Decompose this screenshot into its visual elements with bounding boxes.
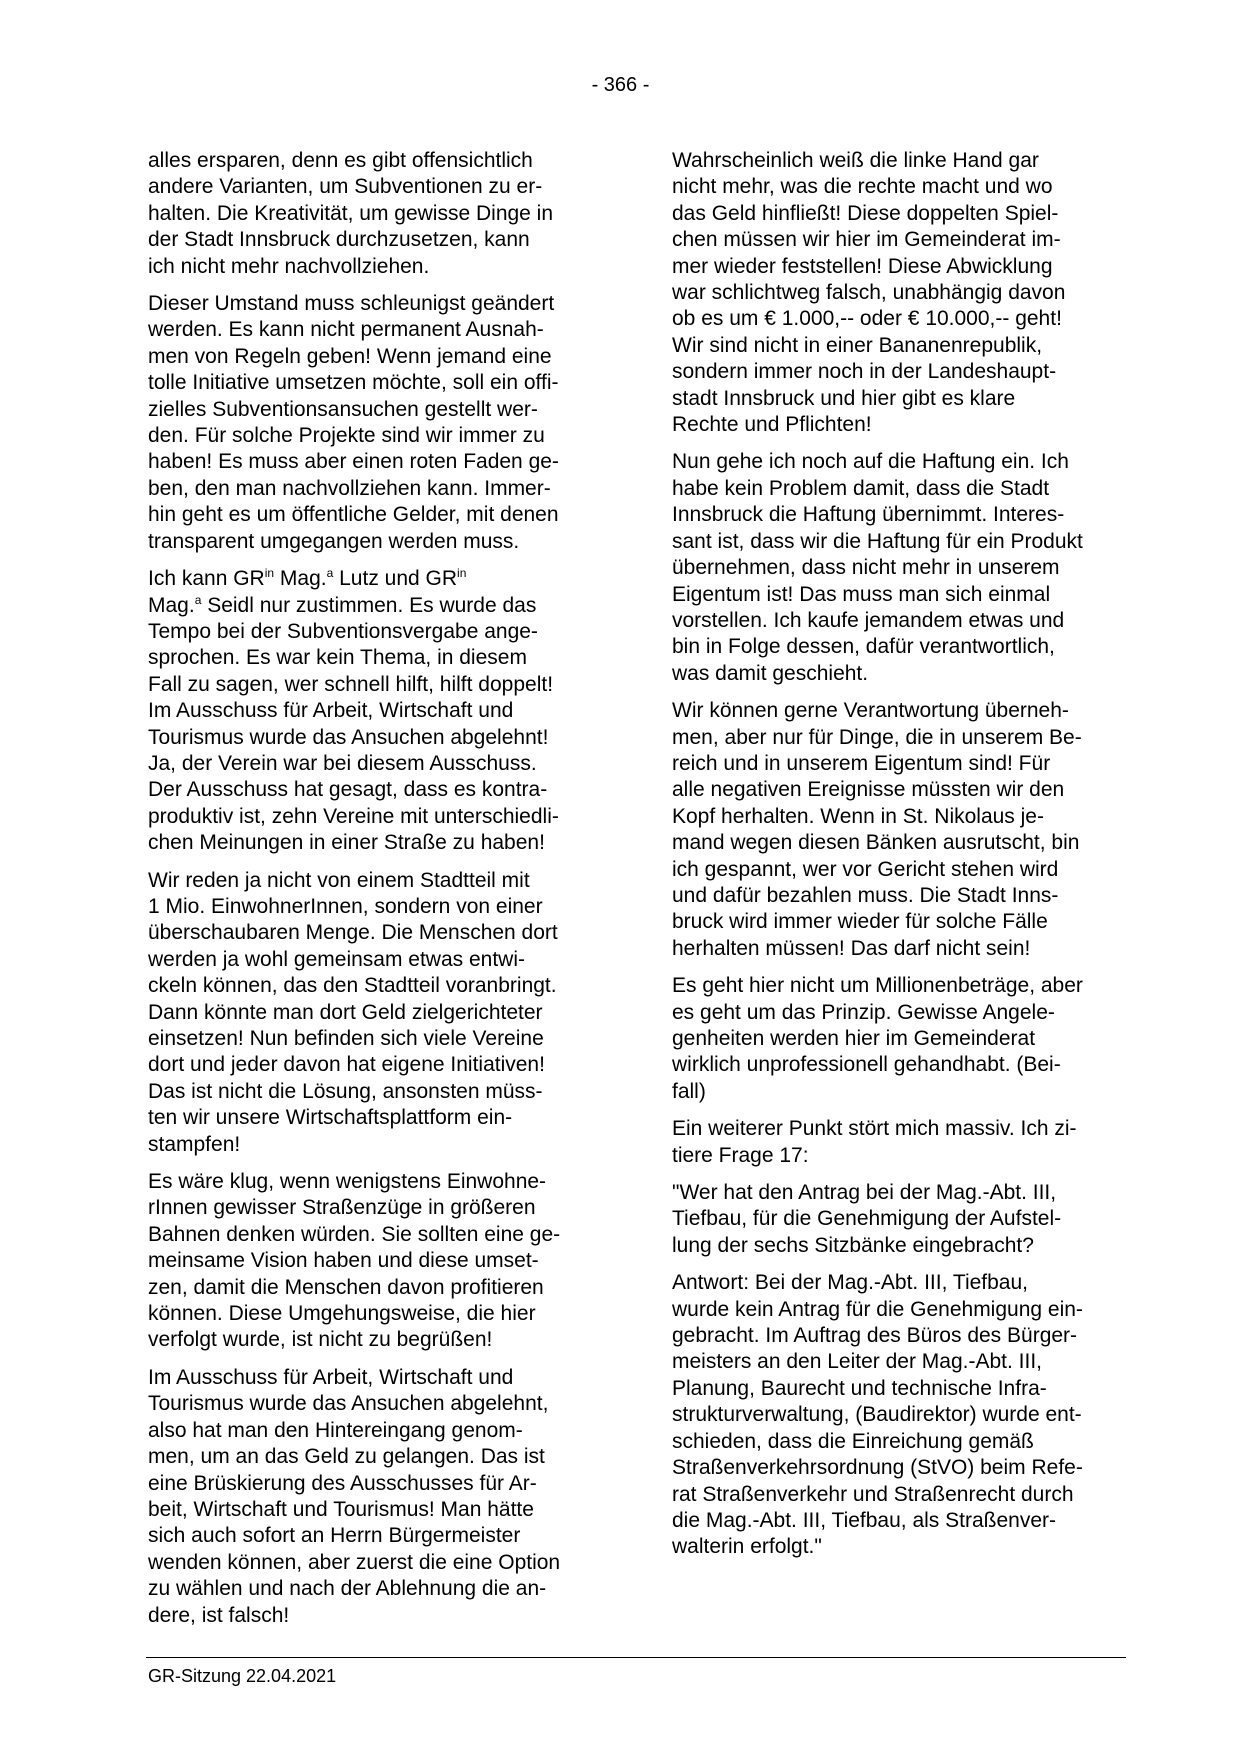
text-line: ckeln können, das den Stadtteil voranbringt. [148, 974, 557, 998]
text-line: vorstellen. Ich kaufe jemandem etwas und [672, 608, 1065, 632]
text-line: was damit geschieht. [672, 661, 869, 685]
footer-divider [146, 1657, 1126, 1658]
text-line: der Stadt Innsbruck durchzusetzen, kann [148, 228, 530, 252]
text-line: bruck wird immer wieder für solche Fälle [672, 910, 1048, 934]
paragraph [148, 868, 608, 1158]
text-line: hin geht es um öffentliche Gelder, mit denen [148, 503, 559, 527]
right-column [672, 148, 1132, 1572]
text-line: meinsame Vision haben und diese umset- [148, 1249, 539, 1273]
text-line: zielles Subventionsansuchen gestellt wer- [148, 397, 538, 421]
text-line: andere Varianten, um Subventionen zu er- [148, 175, 543, 199]
text-line: ben, den man nachvollziehen kann. Immer- [148, 476, 551, 500]
text-line: übernehmen, dass nicht mehr in unserem [672, 556, 1060, 580]
text-line [148, 566, 608, 592]
text-line: zen, damit die Menschen davon profitieren [148, 1275, 544, 1299]
paragraph [672, 1116, 1132, 1169]
text-line: zu wählen und nach der Ablehnung die an- [148, 1577, 547, 1601]
text-line: men, aber nur für Dinge, die in unserem Be- [672, 725, 1082, 749]
text-line: fall) [672, 1079, 706, 1103]
text-line: herhalten müssen! Das darf nicht sein! [672, 936, 1031, 960]
text-line: "Wer hat den Antrag bei der Mag.-Abt. III, [672, 1181, 1057, 1205]
text-line: Dieser Umstand muss schleunigst geändert [148, 292, 555, 316]
text-line: chen Meinungen in einer Straße zu haben! [148, 831, 545, 855]
text-line: Wir reden ja nicht von einem Stadtteil mit [148, 868, 530, 892]
text-line: habe kein Problem damit, dass die Stadt [672, 476, 1050, 500]
text-line: werden. Es kann nicht permanent Ausnah- [148, 318, 544, 342]
text-line: ten wir unsere Wirtschaftsplattform ein- [148, 1106, 513, 1130]
text-line: und dafür bezahlen muss. Die Stadt Inns- [672, 883, 1059, 907]
text-line: Tiefbau, für die Genehmigung der Aufstel- [672, 1207, 1062, 1231]
text-line: Wir können gerne Verantwortung überneh- [672, 699, 1069, 723]
text-line: sprochen. Es war kein Thema, in diesem [148, 646, 527, 670]
text-line: alles ersparen, denn es gibt offensichtlich [148, 149, 533, 172]
text-line: überschaubaren Menge. Die Menschen dort [148, 921, 558, 945]
text-line: haben! Es muss aber einen roten Faden ge- [148, 450, 559, 474]
paragraph [148, 1365, 608, 1629]
superscript: in [457, 566, 467, 581]
text-line: Tempo bei der Subventionsvergabe ange- [148, 619, 538, 643]
text-line: Der Ausschuss hat gesagt, dass es kontra- [148, 778, 548, 802]
text-line: reich und in unserem Eigentum sind! Für [672, 751, 1051, 775]
superscript: a [194, 592, 202, 607]
text-line: wirklich unprofessionell gehandhabt. (Bei- [672, 1053, 1061, 1077]
text-run: Mag. [148, 593, 195, 617]
text-line: beit, Wirtschaft und Tourismus! Man hätte [148, 1497, 534, 1521]
text-line: nicht mehr, was die rechte macht und wo [672, 175, 1053, 199]
text-line: transparent umgegangen werden muss. [148, 529, 520, 553]
text-line: sich auch sofort an Herrn Bürgermeister [148, 1524, 521, 1548]
paragraph [672, 148, 1132, 438]
text-line: Planung, Baurecht und technische Infra- [672, 1376, 1047, 1400]
text-line: alle negativen Ereignisse müssten wir den [672, 778, 1065, 802]
text-line: lung der sechs Sitzbänke eingebracht? [672, 1233, 1034, 1257]
text-line: dort und jeder davon hat eigene Initiativen! [148, 1053, 545, 1077]
text-line: Im Ausschuss für Arbeit, Wirtschaft und [148, 699, 514, 723]
text-run: Ich kann GR [148, 567, 265, 591]
text-line: eine Brüskierung des Ausschusses für Ar- [148, 1471, 537, 1495]
text-line: mer wieder feststellen! Diese Abwicklung [672, 254, 1053, 278]
text-line: Nun gehe ich noch auf die Haftung ein. Ich [672, 450, 1069, 474]
text-line: stampfen! [148, 1132, 241, 1156]
paragraph [672, 1180, 1132, 1259]
text-line: stadt Innsbruck und hier gibt es klare [672, 386, 1016, 410]
superscript: a [326, 566, 334, 581]
text-line: das Geld hinfließt! Diese doppelten Spiel- [672, 201, 1059, 225]
paragraph [148, 566, 608, 856]
text-line: ich nicht mehr nachvollziehen. [148, 254, 430, 278]
text-line: Es wäre klug, wenn wenigstens Einwohne- [148, 1170, 547, 1194]
text-line: Im Ausschuss für Arbeit, Wirtschaft und [148, 1365, 514, 1389]
paragraph [148, 1169, 608, 1354]
text-line: men, um an das Geld zu gelangen. Das ist [148, 1445, 545, 1469]
footer-text: GR-Sitzung 22.04.2021 [148, 1666, 337, 1686]
paragraph [148, 148, 608, 280]
text-line: wurde kein Antrag für die Genehmigung ein- [672, 1297, 1083, 1321]
text-line: chen müssen wir hier im Gemeinderat im- [672, 228, 1061, 252]
text-line: halten. Die Kreativität, um gewisse Dinge in [148, 201, 554, 225]
text-line: einsetzen! Nun befinden sich viele Vereine [148, 1027, 544, 1050]
text-line: ob es um € 1.000,-- oder € 10.000,-- geht! [672, 307, 1062, 331]
text-line: men von Regeln geben! Wenn jemand eine [148, 344, 552, 368]
text-line: die Mag.-Abt. III, Tiefbau, als Straßenver- [672, 1508, 1056, 1532]
text-line: Dann könnte man dort Geld zielgerichteter [148, 1000, 543, 1024]
text-line: produktiv ist, zehn Vereine mit unterschiedli- [148, 804, 559, 828]
text-line: Bahnen denken würden. Sie sollten eine ge- [148, 1222, 561, 1246]
text-line: werden ja wohl gemeinsam etwas entwi- [148, 947, 526, 971]
text-line: 1 Mio. EinwohnerInnen, sondern von einer [148, 894, 543, 918]
text-line: strukturverwaltung, (Baudirektor) wurde ent- [672, 1403, 1082, 1427]
text-line: den. Für solche Projekte sind wir immer zu [148, 424, 545, 448]
text-line: tiere Frage 17: [672, 1143, 809, 1167]
text-line: war schlichtweg falsch, unabhängig davon [672, 281, 1066, 305]
text-line: Das ist nicht die Lösung, ansonsten müss- [148, 1079, 543, 1103]
text-line: sondern immer noch in der Landeshaupt- [672, 360, 1057, 384]
text-line: meisters an den Leiter der Mag.-Abt. III, [672, 1350, 1043, 1374]
text-line: mand wegen diesen Bänken ausrutscht, bin [672, 831, 1080, 855]
text-line: Tourismus wurde das Ansuchen abgelehnt! [148, 725, 549, 749]
text-line: Kopf herhalten. Wenn in St. Nikolaus je- [672, 804, 1044, 828]
paragraph [672, 449, 1132, 687]
text-line: Tourismus wurde das Ansuchen abgelehnt, [148, 1392, 549, 1416]
text-line: Wahrscheinlich weiß die linke Hand gar [672, 149, 1039, 172]
paragraph [672, 973, 1132, 1105]
superscript: in [264, 566, 275, 581]
text-run: Lutz und GR [333, 567, 458, 591]
paragraph [672, 1270, 1132, 1560]
text-line: verfolgt wurde, ist nicht zu begrüßen! [148, 1328, 493, 1352]
text-line: Ja, der Verein war bei diesem Ausschuss. [148, 751, 537, 775]
text-line: Eigentum ist! Das muss man sich einmal [672, 582, 1051, 606]
text-line: genheiten werden hier im Gemeinderat [672, 1027, 1036, 1050]
text-line: es geht um das Prinzip. Gewisse Angele- [672, 1000, 1055, 1024]
text-line: Antwort: Bei der Mag.-Abt. III, Tiefbau, [672, 1271, 1028, 1295]
paragraph [672, 698, 1132, 962]
text-run: Seidl nur zustimmen. Es wurde das [201, 593, 537, 617]
text-line: schieden, dass die Einreichung gemäß [672, 1429, 1034, 1453]
text-run: Mag. [274, 567, 327, 591]
text-line [148, 593, 608, 619]
text-line: Rechte und Pflichten! [672, 413, 872, 437]
text-line: gebracht. Im Auftrag des Büros des Bürger- [672, 1324, 1078, 1348]
text-line: Wir sind nicht in einer Bananenrepublik, [672, 333, 1043, 357]
paragraph [148, 291, 608, 555]
text-line: können. Diese Umgehungsweise, die hier [148, 1302, 536, 1326]
text-line: Innsbruck die Haftung übernimmt. Interes- [672, 503, 1065, 527]
text-line: sant ist, dass wir die Haftung für ein Produkt [672, 529, 1083, 553]
text-line: walterin erfolgt." [672, 1535, 822, 1559]
text-line: tolle Initiative umsetzen möchte, soll ein offi- [148, 371, 559, 395]
text-line: ich gespannt, wer vor Gericht stehen wird [672, 857, 1059, 881]
text-line: dere, ist falsch! [148, 1603, 290, 1627]
text-line: Es geht hier nicht um Millionenbeträge, aber [672, 974, 1083, 998]
text-line: Ein weiterer Punkt stört mich massiv. Ich zi- [672, 1117, 1077, 1141]
text-line: wenden können, aber zuerst die eine Option [148, 1550, 561, 1574]
text-line: Straßenverkehrsordnung (StVO) beim Refe- [672, 1456, 1083, 1480]
text-line: rInnen gewisser Straßenzüge in größeren [148, 1196, 536, 1220]
page-number: - 366 - [591, 74, 650, 96]
left-column [148, 148, 608, 1640]
text-line: also hat man den Hintereingang genom- [148, 1418, 523, 1442]
text-line: bin in Folge dessen, dafür verantwortlich, [672, 635, 1055, 659]
text-line: Fall zu sagen, wer schnell hilft, hilft doppelt! [148, 672, 554, 696]
text-line: rat Straßenverkehr und Straßenrecht durch [672, 1482, 1074, 1506]
